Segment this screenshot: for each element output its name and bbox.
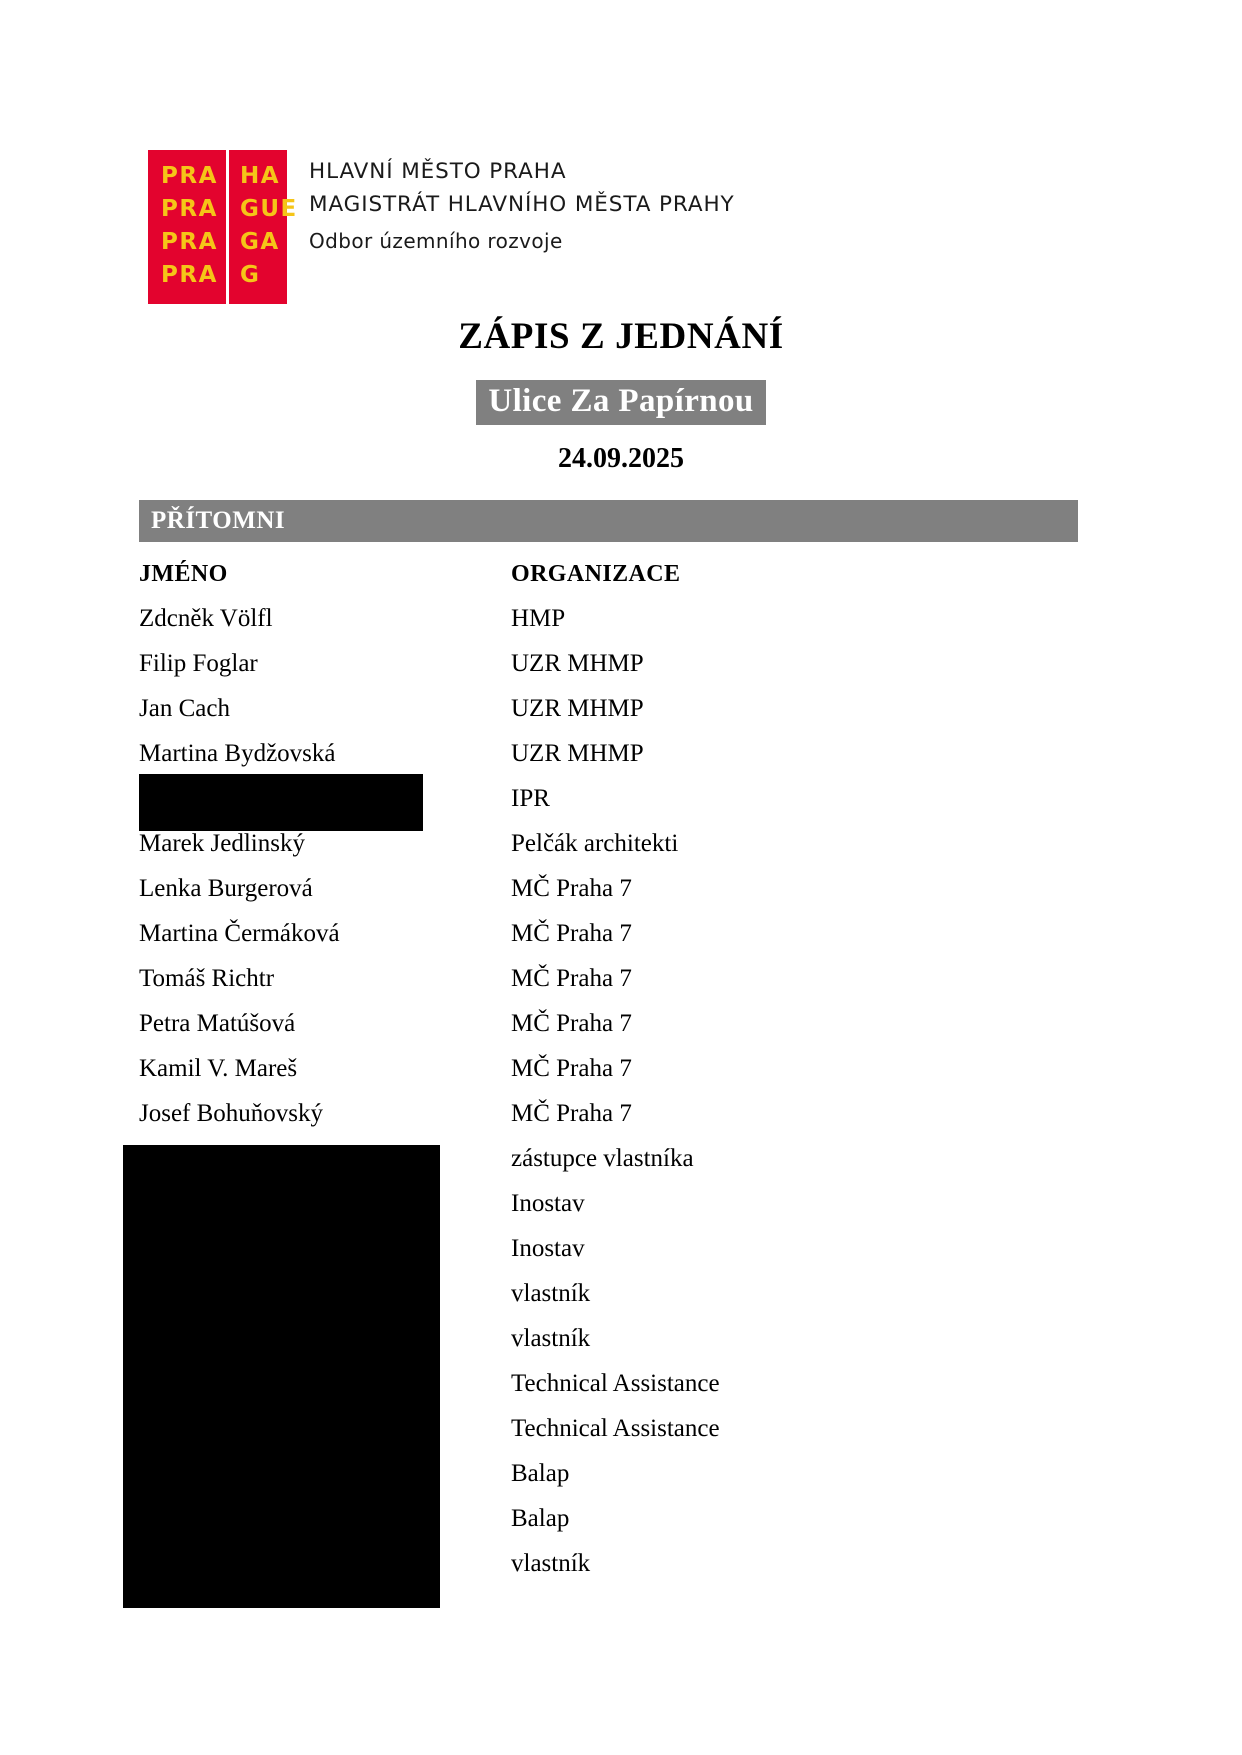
attendee-organization: HMP <box>511 605 566 632</box>
prague-city-logo <box>148 150 298 304</box>
attendee-organization: Balap <box>511 1505 570 1532</box>
table-row <box>139 961 1078 1006</box>
redacted-names-block <box>123 1145 440 1608</box>
logo-column-right <box>229 150 298 304</box>
attendee-name: Jan Cach <box>139 695 230 722</box>
table-row <box>139 601 1078 646</box>
attendee-name: Petra Matúšová <box>139 1010 296 1037</box>
attendee-name: Tomáš Richtr <box>139 965 275 992</box>
attendee-organization: IPR <box>511 785 550 812</box>
table-row <box>139 1051 1078 1096</box>
attendee-organization: Technical Assistance <box>511 1415 720 1442</box>
attendee-organization: MČ Praha 7 <box>511 920 632 947</box>
logo-line-pra-2: PRA <box>161 196 218 222</box>
logo-line-ga: GA <box>240 229 280 255</box>
logo-line-pra-1: PRA <box>161 163 218 189</box>
attendee-organization: MČ Praha 7 <box>511 965 632 992</box>
logo-line-pra-4: PRA <box>161 262 218 288</box>
attendee-organization: UZR MHMP <box>511 650 644 677</box>
page-title: ZÁPIS Z JEDNÁNÍ <box>458 316 784 357</box>
table-row <box>139 1096 1078 1141</box>
attendee-organization: Technical Assistance <box>511 1370 720 1397</box>
attendee-organization: zástupce vlastníka <box>511 1145 694 1172</box>
attendee-organization: MČ Praha 7 <box>511 1100 632 1127</box>
attendee-name: Filip Foglar <box>139 650 258 677</box>
attendee-name: Kamil V. Mareš <box>139 1055 298 1082</box>
logo-line-pra-3: PRA <box>161 229 218 255</box>
attendee-name: Josef Bohuňovský <box>139 1100 324 1127</box>
attendee-organization: UZR MHMP <box>511 740 644 767</box>
organization-block <box>309 150 735 258</box>
organization-department: Odbor územního rozvoje <box>309 229 563 253</box>
table-row <box>139 646 1078 691</box>
logo-column-left <box>148 150 226 304</box>
attendee-name: Marek Jedlinský <box>139 830 305 857</box>
attendee-organization: Balap <box>511 1460 570 1487</box>
table-row <box>139 916 1078 961</box>
attendee-organization: vlastník <box>511 1280 591 1307</box>
column-header-organization: ORGANIZACE <box>511 561 681 587</box>
table-row <box>139 1006 1078 1051</box>
logo-line-g: G <box>240 262 261 288</box>
table-row <box>139 781 1078 826</box>
document-subtitle-container <box>0 380 1242 425</box>
attendee-organization: MČ Praha 7 <box>511 1010 632 1037</box>
attendee-organization: MČ Praha 7 <box>511 875 632 902</box>
attendee-organization: Inostav <box>511 1235 585 1262</box>
attendee-name: Lenka Burgerová <box>139 875 313 902</box>
redaction-bar <box>139 774 423 831</box>
section-header-label: PŘÍTOMNI <box>151 507 286 534</box>
organization-city: HLAVNÍ MĚSTO PRAHA <box>309 159 567 184</box>
attendee-name: Zdcněk Völfl <box>139 605 273 632</box>
table-row <box>139 691 1078 736</box>
organization-authority: MAGISTRÁT HLAVNÍHO MĚSTA PRAHY <box>309 192 735 217</box>
section-header-attendees <box>139 500 1078 542</box>
document-date: 24.09.2025 <box>558 443 684 474</box>
attendee-name: Martina Čermáková <box>139 920 340 947</box>
attendee-organization: UZR MHMP <box>511 695 644 722</box>
logo-line-ha: HA <box>240 163 281 189</box>
table-row <box>139 871 1078 916</box>
column-header-name: JMÉNO <box>139 561 228 587</box>
redacted-name-cell <box>139 781 511 831</box>
attendee-organization: Inostav <box>511 1190 585 1217</box>
attendee-organization: MČ Praha 7 <box>511 1055 632 1082</box>
attendee-organization: vlastník <box>511 1325 591 1352</box>
table-header-row <box>139 556 1078 601</box>
attendee-organization: Pelčák architekti <box>511 830 679 857</box>
table-row <box>139 826 1078 871</box>
attendee-name: Martina Bydžovská <box>139 740 336 767</box>
attendee-organization: vlastník <box>511 1550 591 1577</box>
document-subtitle: Ulice Za Papírnou <box>476 380 765 425</box>
letterhead <box>148 150 735 304</box>
logo-line-gue: GUE <box>240 196 298 222</box>
